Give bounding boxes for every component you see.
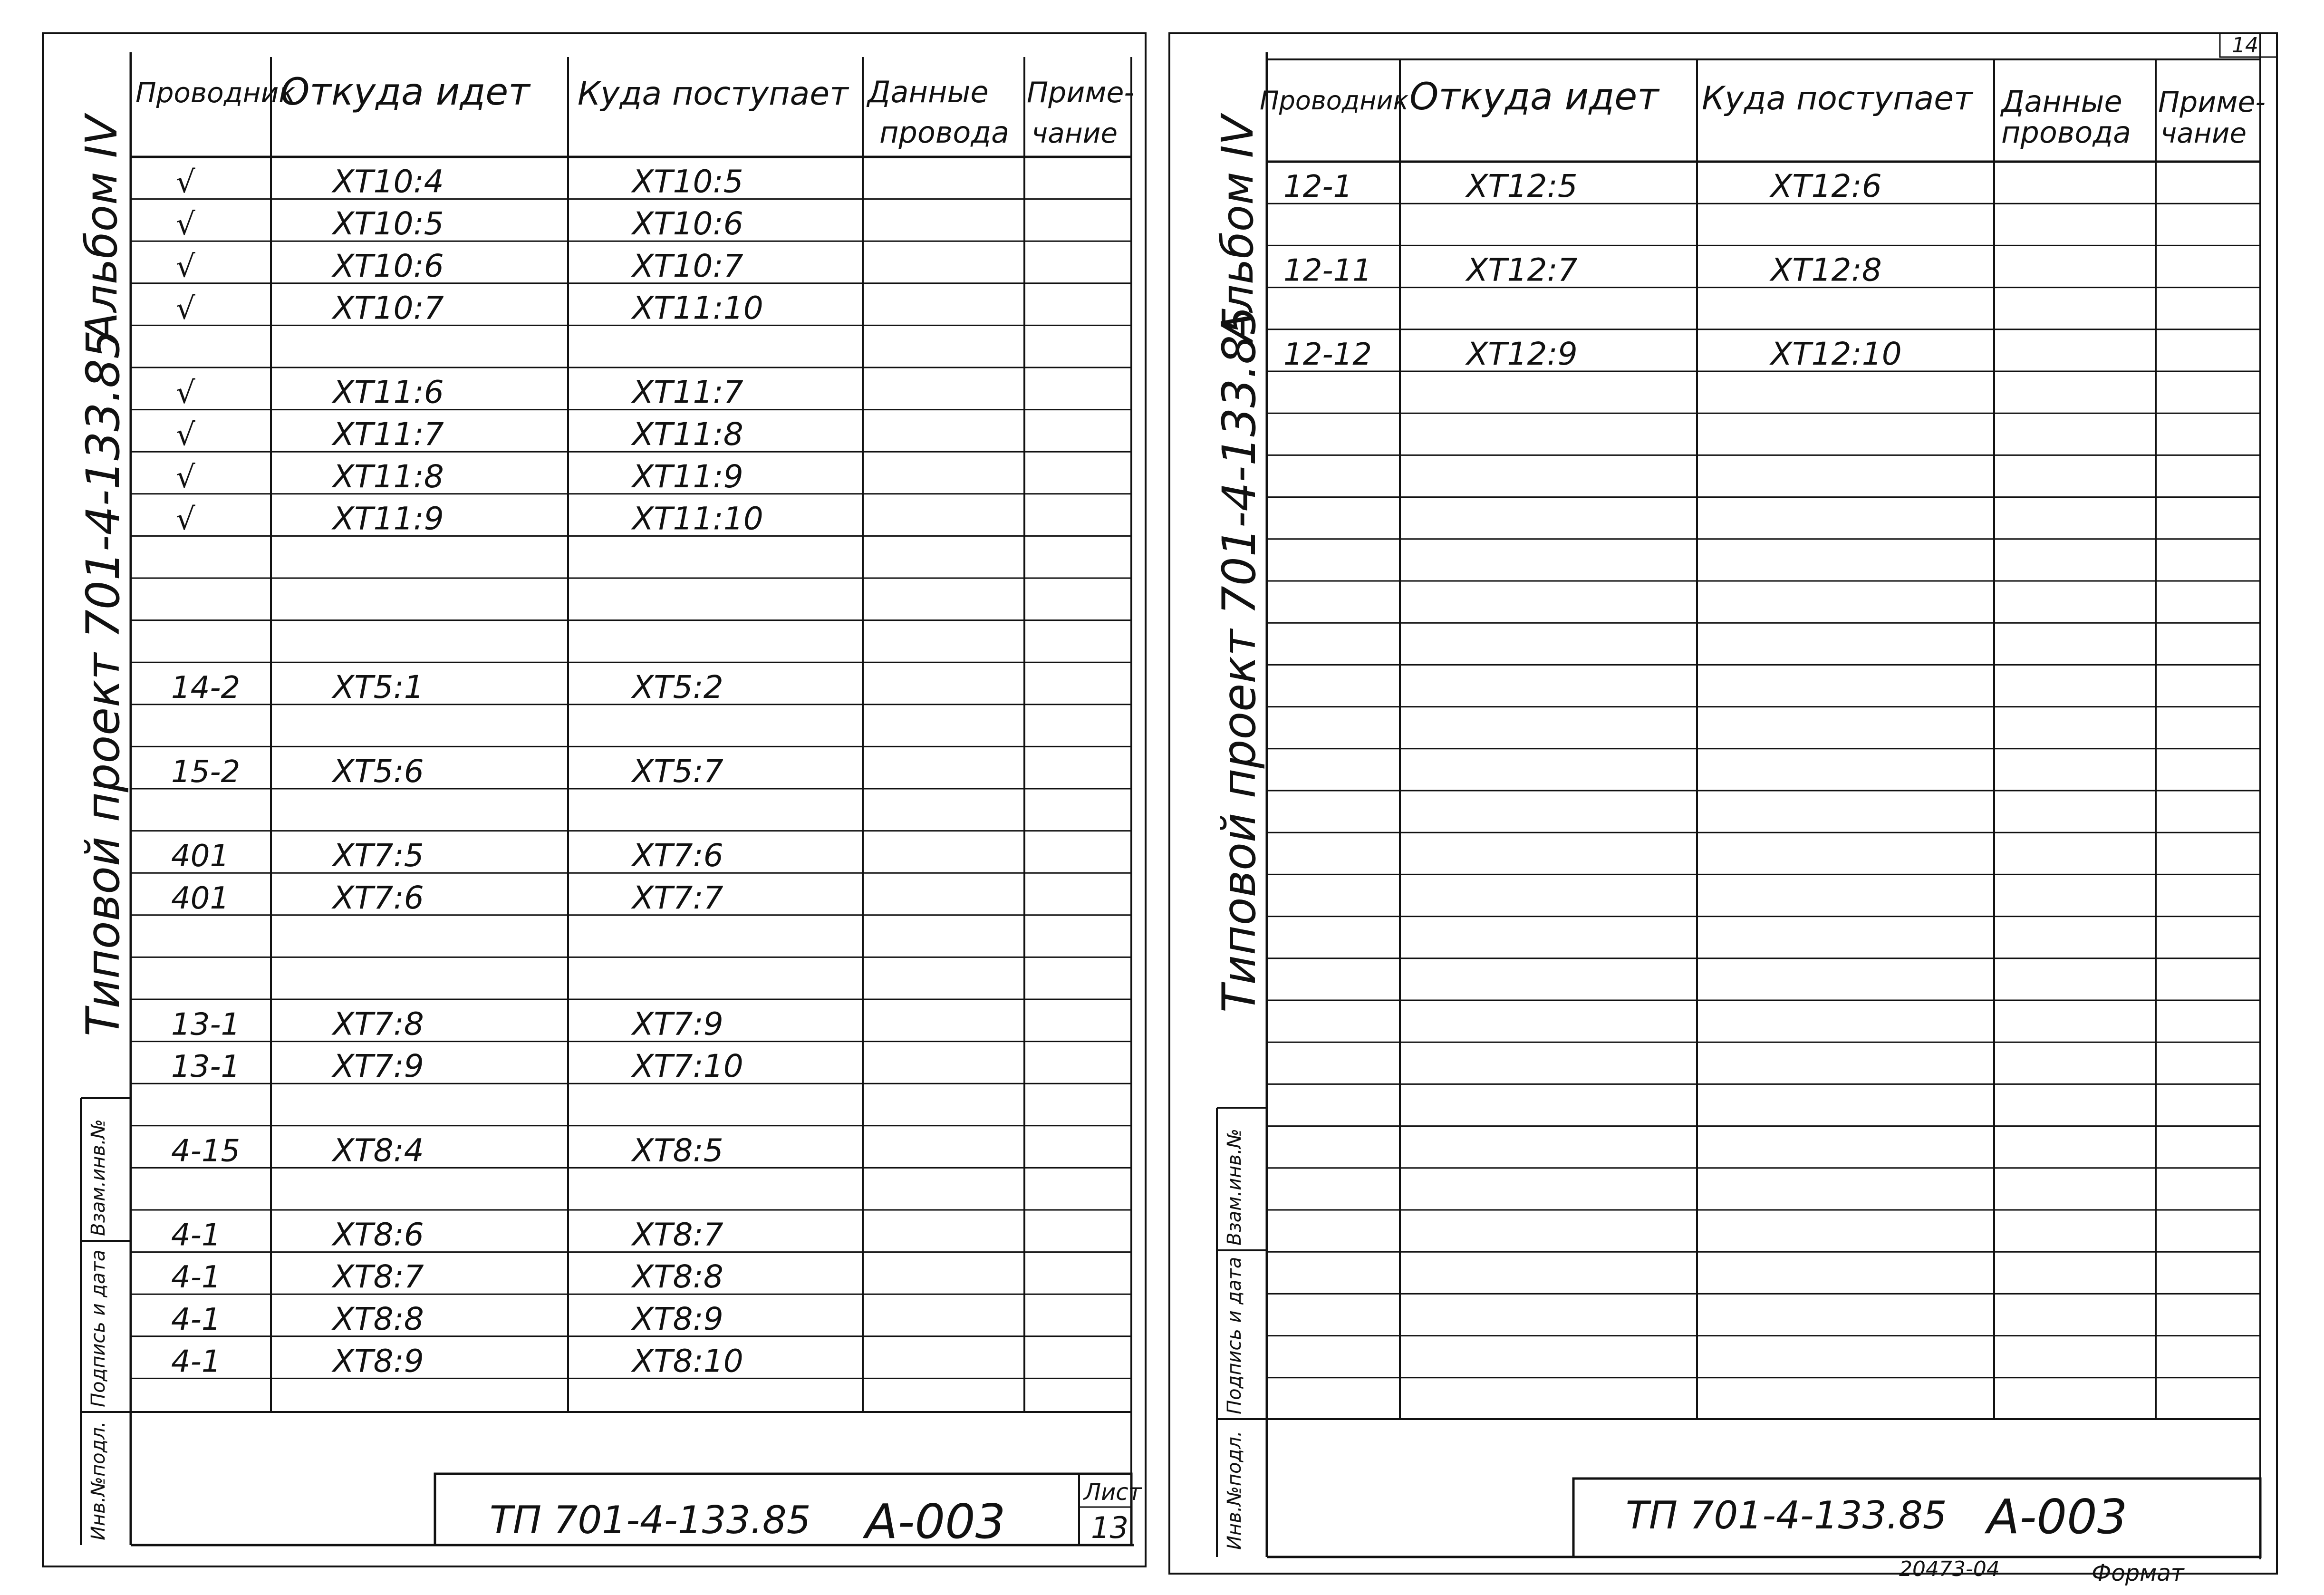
left-row-lines [131,199,1131,1379]
row-to: XT7:6 [632,837,723,874]
row-wire: 4-1 [171,1218,221,1253]
right-stamp-label-2: Подпись и дата [1224,1257,1245,1414]
left-title-album-code: А-003 [865,1494,1006,1549]
right-page-number: 14 [2232,33,2258,58]
right-header-data-1: Данные [2001,84,2122,119]
row-from: XT10:5 [333,205,444,242]
row-from: XT7:8 [333,1005,424,1043]
right-header-note-1: Приме- [2158,86,2266,119]
left-header-data-1: Данные [868,75,989,109]
row-wire: √ [176,502,195,537]
left-header-to: Куда поступает [578,75,849,113]
row-from: XT12:9 [1466,336,1578,372]
right-title-code: ТП 701-4-133.85 [1626,1493,1947,1537]
row-wire: 12-11 [1283,253,1372,289]
row-to: XT5:2 [632,668,723,706]
row-wire: 401 [171,839,230,874]
left-stamp-label-3: Взам.инв.№ [87,1119,109,1236]
left-sheet-label: Лист [1084,1479,1142,1506]
left-stamp-label-2: Подпись и дата [87,1249,109,1407]
right-stamp-label-3: Взам.инв.№ [1224,1128,1245,1246]
row-to: XT12:8 [1771,251,1882,289]
row-wire: √ [176,164,195,200]
row-to: XT11:9 [632,458,743,495]
row-wire: 13-1 [171,1049,241,1085]
row-wire: √ [176,249,195,284]
row-wire: 12-12 [1283,337,1372,372]
row-wire: 13-1 [171,1007,241,1043]
row-from: XT7:5 [333,837,424,874]
row-to: XT7:10 [632,1048,743,1085]
row-to: XT12:6 [1771,168,1882,205]
row-to: XT7:9 [632,1005,723,1043]
right-table-cells [1283,168,1902,372]
left-header-note-1: Приме- [1027,76,1135,109]
row-from: XT5:1 [333,668,424,706]
row-wire: 401 [171,880,230,916]
left-stamp-label-1: Инв.№подл. [87,1421,109,1540]
right-footer-format: Формат [2092,1560,2184,1586]
row-wire: √ [176,291,195,327]
row-from: XT10:6 [333,247,444,284]
row-wire: 4-15 [171,1133,241,1169]
row-from: XT5:6 [333,753,424,790]
right-album-label: Альбом IV [1212,115,1263,342]
row-wire: √ [176,207,195,242]
row-wire: 4-1 [171,1260,221,1295]
row-from: XT11:9 [333,500,444,537]
row-from: XT7:6 [333,879,424,916]
row-to: XT10:6 [632,205,743,242]
right-row-lines [1267,203,2260,1378]
left-header-note-2: чание [1032,117,1118,149]
row-wire: √ [176,459,195,495]
right-header-to: Куда поступает [1702,80,1973,117]
right-title-album-code: А-003 [1987,1489,2128,1545]
row-to: XT10:7 [632,247,743,284]
row-wire: 4-1 [171,1344,221,1380]
row-to: XT11:10 [632,290,763,327]
row-from: XT11:6 [333,374,444,411]
left-title-code: ТП 701-4-133.85 [490,1498,811,1542]
row-to: XT8:10 [632,1343,743,1380]
row-to: XT10:5 [632,163,743,200]
row-to: XT12:10 [1771,336,1902,372]
row-wire: √ [176,375,195,411]
right-header-data-2: провода [2001,115,2131,150]
row-to: XT5:7 [632,753,723,790]
right-stamp-label-1: Инв.№подл. [1224,1431,1245,1550]
row-to: XT8:8 [632,1258,723,1295]
row-wire: 15-2 [171,754,241,790]
row-to: XT7:7 [632,879,723,916]
row-from: XT10:4 [333,163,444,200]
row-from: XT8:6 [333,1216,424,1253]
right-header-wire: Проводник [1260,86,1409,116]
row-wire: 4-1 [171,1302,221,1337]
right-header-note-2: чание [2160,117,2247,149]
row-wire: √ [176,417,195,453]
row-wire: 14-2 [171,670,241,706]
row-to: XT11:7 [632,374,743,411]
left-table-cells [171,164,763,1380]
row-from: XT12:7 [1466,251,1578,289]
left-sheet-number: 13 [1091,1510,1128,1545]
row-from: XT8:4 [333,1132,424,1169]
right-side-text: Типовой проект 701-4-133.85 [1213,306,1266,1013]
row-from: XT12:5 [1466,168,1578,205]
row-from: XT8:7 [333,1258,424,1295]
left-album-label: Альбом IV [76,115,127,342]
left-side-text: Типовой проект 701-4-133.85 [77,329,130,1036]
right-footer-number: 20473-04 [1899,1557,2000,1581]
right-header-from: Откуда идет [1409,76,1659,118]
left-header-wire: Проводник [135,77,296,109]
row-from: XT11:8 [333,458,444,495]
row-to: XT11:8 [632,416,743,453]
row-from: XT8:9 [333,1343,424,1380]
left-header-data-2: провода [879,115,1010,150]
row-to: XT8:9 [632,1300,723,1337]
row-to: XT8:5 [632,1132,723,1169]
row-to: XT11:10 [632,500,763,537]
row-wire: 12-1 [1283,169,1353,205]
row-from: XT8:8 [333,1300,424,1337]
left-header-from: Откуда идет [280,71,530,114]
row-to: XT8:7 [632,1216,723,1253]
row-from: XT7:9 [333,1048,424,1085]
row-from: XT10:7 [333,290,444,327]
row-from: XT11:7 [333,416,444,453]
